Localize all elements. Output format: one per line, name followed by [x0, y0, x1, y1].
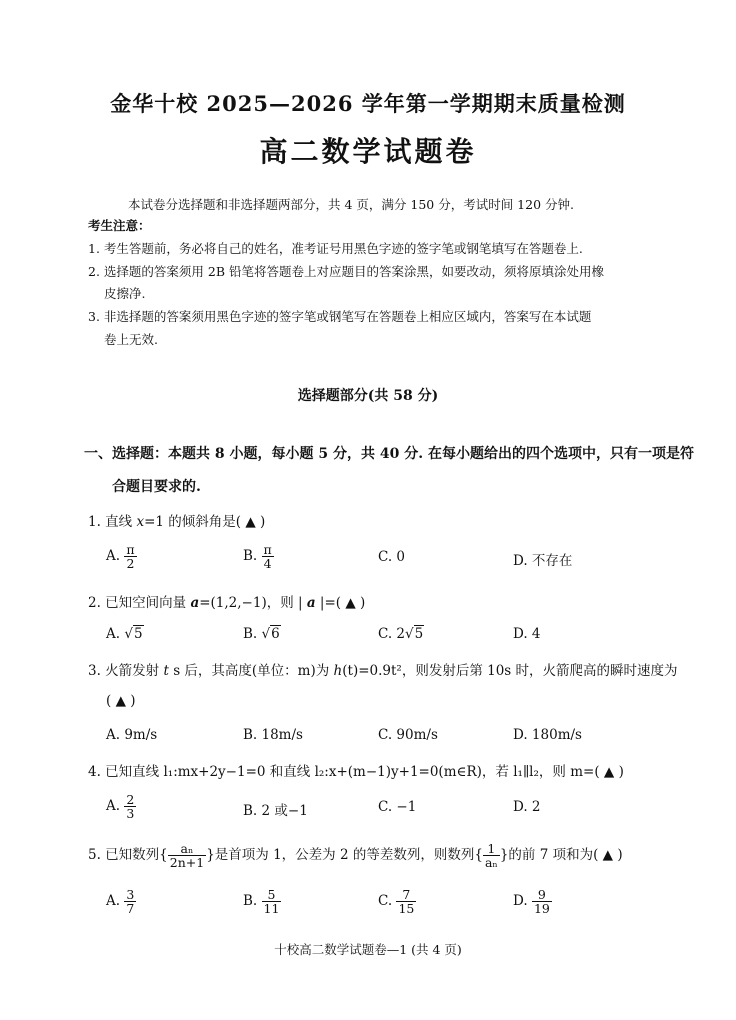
part1-heading-line-2: 合题目要求的. [112, 479, 201, 495]
question-1-option-a: A. $\frac{\pi}{2}$ [106, 542, 135, 572]
exam-subtitle: 高二数学试题卷 [259, 135, 477, 168]
answer-blank-marker: ▲ [603, 764, 615, 780]
question-2-stem: 2. 已知空间向量 a=(1,2,−1)，则 | a |=( ▲ ) [88, 595, 366, 611]
answer-blank-marker: ▲ [345, 595, 356, 611]
question-5-option-b: B. $\frac{5}{11}$ [243, 887, 280, 917]
question-5-option-d: D. $\frac{9}{19}$ [513, 887, 550, 917]
question-3-stem-line-1: 3. 火箭发射 t s 后，其高度(单位：m)为 h(t)=0.9t²，则发射后第 10s 时，火箭爬高的瞬时速度为 [88, 663, 678, 679]
question-5-option-c: C. $\frac{7}{15}$ [378, 887, 415, 917]
page-footer: 十校高二数学试题卷—1 (共 4 页) [274, 942, 462, 957]
notice-item-3-line-1: 3. 非选择题的答案须用黑色字迹的签字笔或钢笔写在答题卷上相应区域内，答案写在本试题 [88, 309, 592, 324]
question-1-option-b: B. $\frac{\pi}{4}$ [243, 542, 272, 572]
question-5-stem: 5. 已知数列{ $\frac{\text{aₙ}}{2n+1}$ }是首项为 1，公差为 2 的等差数列，则数列{ $\frac{1}{\text{aₙ}}$ }的前 7 项和为( ▲ ) [88, 841, 623, 871]
question-3-option-b: B. 18m/s [243, 727, 303, 743]
part1-heading-line-1: 一、选择题：本题共 8 小题，每小题 5 分，共 40 分. 在每小题给出的四个选项中，只有一项是符 [84, 446, 694, 462]
question-1-option-d: D. 不存在 [513, 553, 573, 569]
section-title: 选择题部分(共 58 分) [297, 388, 439, 404]
question-5-option-a: A. $\frac{3}{7}$ [106, 887, 135, 917]
question-4-stem: 4. 已知直线 l₁:mx+2y−1=0 和直线 l₂:x+(m−1)y+1=0(m∈R)，若 l₁∥l₂，则 m=( ▲ ) [88, 764, 624, 780]
question-3-option-c: C. 90m/s [378, 727, 438, 743]
question-2-option-c: C. 2√5 [378, 626, 424, 642]
question-4-option-c: C. −1 [378, 799, 417, 815]
question-1-option-c: C. 0 [378, 549, 406, 565]
answer-blank-marker: ▲ [245, 514, 256, 530]
question-2-option-a: A. √5 [106, 626, 143, 642]
notice-item-2-line-2: 皮擦净. [104, 286, 146, 301]
answer-blank-marker: ▲ [602, 847, 614, 864]
question-2-option-b: B. √6 [243, 626, 280, 642]
exam-intro: 本试卷分选择题和非选择题两部分，共 4 页，满分 150 分，考试时间 120 分钟. [128, 197, 574, 212]
question-2-option-d: D. 4 [513, 626, 541, 642]
question-3-stem-line-2: ( ▲ ) [106, 693, 136, 709]
answer-blank-marker: ▲ [115, 693, 126, 709]
question-1-stem: 1. 直线 x=1 的倾斜角是( ▲ ) [88, 514, 266, 530]
notice-item-2-line-1: 2. 选择题的答案须用 2B 铅笔将答题卷上对应题目的答案涂黑，如要改动，须将原填涂处用橡 [88, 264, 604, 279]
notice-item-1: 1. 考生答题前，务必将自己的姓名，准考证号用黑色字迹的签字笔或钢笔填写在答题卷上. [88, 241, 583, 256]
question-3-option-a: A. 9m/s [106, 727, 158, 743]
question-4-option-b: B. 2 或−1 [243, 803, 308, 819]
question-4-option-a: A. $\frac{2}{3}$ [106, 792, 135, 822]
question-3-option-d: D. 180m/s [513, 727, 582, 743]
question-4-option-d: D. 2 [513, 799, 541, 815]
notice-heading: 考生注意： [88, 218, 151, 233]
exam-title: 金华十校 2025—2026 学年第一学期期末质量检测 [110, 91, 626, 116]
notice-item-3-line-2: 卷上无效. [104, 332, 158, 347]
